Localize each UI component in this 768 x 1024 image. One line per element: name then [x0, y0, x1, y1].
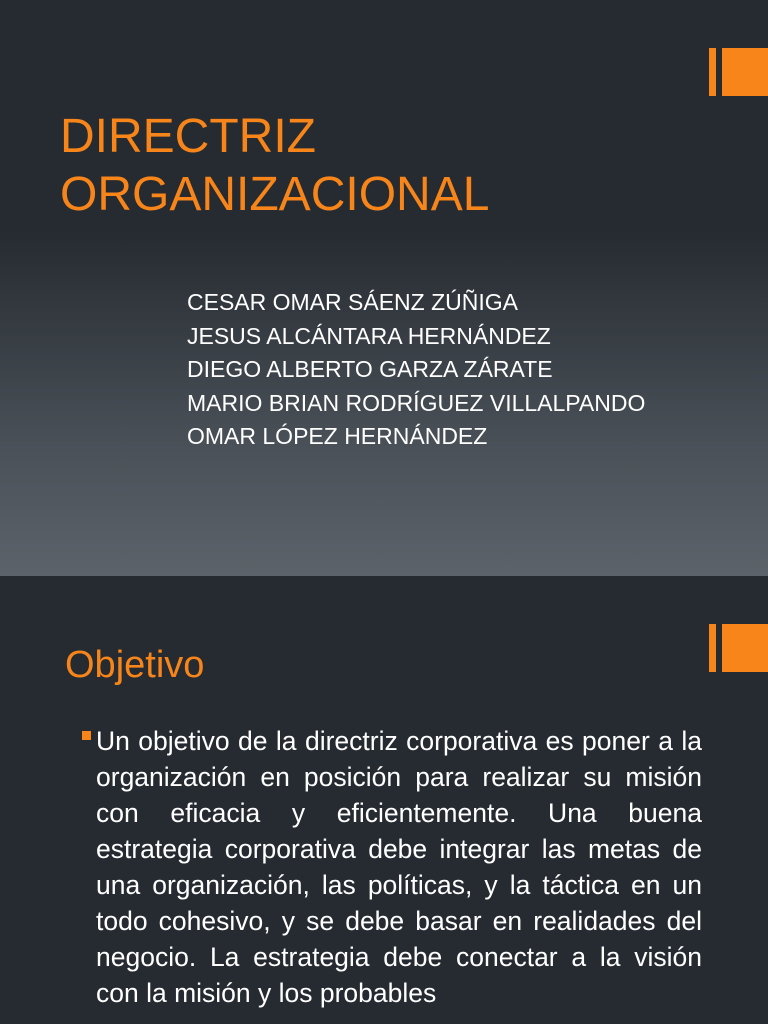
author-name: MARIO BRIAN RODRÍGUEZ VILLALPANDO — [187, 389, 646, 416]
title-line-1: DIRECTRIZ — [60, 110, 316, 163]
author-name: DIEGO ALBERTO GARZA ZÁRATE — [187, 356, 553, 382]
title-line-2: ORGANIZACIONAL — [60, 168, 490, 221]
accent-bar-thick — [722, 48, 768, 96]
objective-slide — [0, 576, 768, 1024]
slide-accent-bars — [709, 48, 768, 96]
accent-bar-thin — [709, 624, 716, 672]
slide-heading: Objetivo — [65, 644, 205, 686]
author-list — [187, 286, 645, 454]
author-name: JESUS ALCÁNTARA HERNÁNDEZ — [187, 322, 551, 349]
slide-accent-bars — [709, 624, 768, 672]
presentation-title — [60, 108, 489, 224]
author-name: CESAR OMAR SÁENZ ZÚÑIGA — [187, 289, 518, 315]
square-bullet-icon — [82, 731, 91, 740]
accent-bar-thin — [709, 48, 716, 96]
bullet-item — [82, 723, 702, 1011]
accent-bar-thick — [722, 624, 768, 672]
author-name: OMAR LÓPEZ HERNÁNDEZ — [187, 423, 488, 449]
bullet-paragraph: Un objetivo de la directriz corporativa es poner a la organización en posición para realizar su misión con eficacia y eficientemente. Una buena estrategia corporativa debe integrar las metas de una organización, las políticas, y la táctica en un todo cohesivo, y se debe basar en realidades del negocio. La estrategia debe conectar a la visión con la misión y los probables — [96, 726, 702, 1008]
